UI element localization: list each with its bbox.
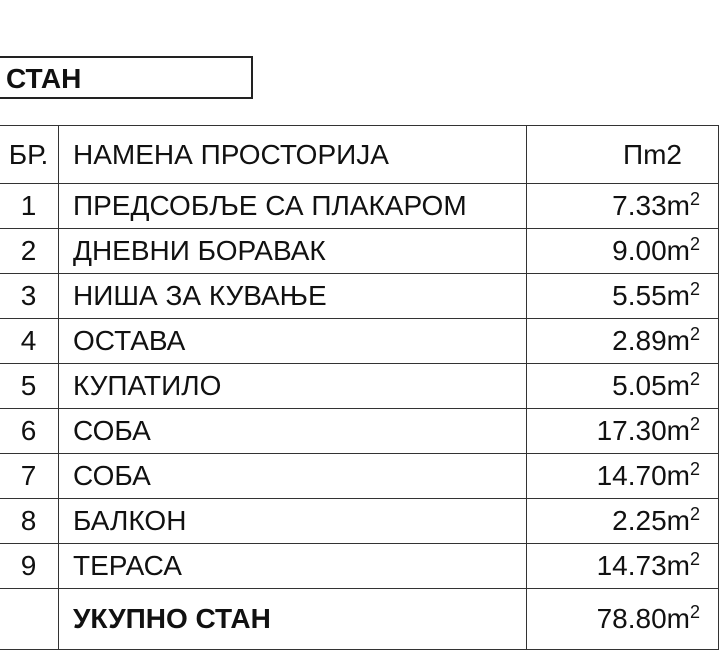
room-area [527, 409, 719, 454]
room-name: ОСТАВА [59, 319, 527, 364]
row-number: 8 [0, 499, 59, 544]
row-number: 2 [0, 229, 59, 274]
room-area-unit-sup: 2 [689, 369, 700, 389]
room-area-value: 14.73 [596, 550, 667, 581]
room-area-unit-sup: 2 [689, 549, 700, 569]
room-name: ТЕРАСА [59, 544, 527, 589]
row-number: 5 [0, 364, 59, 409]
room-area-value: 17.30 [596, 415, 667, 446]
room-name: БАЛКОН [59, 499, 527, 544]
room-name: КУПАТИЛО [59, 364, 527, 409]
total-area [527, 589, 719, 650]
room-name: ДНЕВНИ БОРАВАК [59, 229, 527, 274]
room-area-unit-sup: 2 [689, 459, 700, 479]
room-area-unit: m [666, 325, 690, 356]
room-area [527, 544, 719, 589]
room-area [527, 499, 719, 544]
table-header-row [0, 126, 719, 184]
room-area-unit: m [666, 415, 690, 446]
room-area-value: 5.55 [612, 280, 667, 311]
room-name: НИША ЗА КУВАЊЕ [59, 274, 527, 319]
room-area [527, 454, 719, 499]
room-area-unit: m [666, 370, 690, 401]
room-area-unit: m [666, 460, 690, 491]
row-number: 7 [0, 454, 59, 499]
room-area-value: 14.70 [596, 460, 667, 491]
total-area-unit-sup: 2 [689, 602, 700, 622]
room-area-unit: m [666, 505, 690, 536]
room-area-value: 2.89 [612, 325, 667, 356]
room-name: СОБА [59, 409, 527, 454]
room-area-value: 2.25 [612, 505, 667, 536]
room-area-unit: m [666, 235, 690, 266]
room-area [527, 274, 719, 319]
room-area [527, 229, 719, 274]
table-row [0, 499, 719, 544]
row-number: 3 [0, 274, 59, 319]
table-body [0, 184, 719, 589]
room-area [527, 184, 719, 229]
table-row [0, 229, 719, 274]
room-area-unit-sup: 2 [689, 189, 700, 209]
row-number: 6 [0, 409, 59, 454]
table-row [0, 454, 719, 499]
room-area-unit-sup: 2 [689, 279, 700, 299]
table-row [0, 319, 719, 364]
room-area-unit-sup: 2 [689, 414, 700, 434]
rooms-table [0, 125, 719, 650]
room-area-value: 7.33 [612, 190, 667, 221]
header-area: Пm2 [527, 126, 719, 184]
table-row [0, 184, 719, 229]
total-row [0, 589, 719, 650]
header-room-purpose: НАМЕНА ПРОСТОРИЈА [59, 126, 527, 184]
room-area-unit-sup: 2 [689, 324, 700, 344]
table-row [0, 274, 719, 319]
room-area-unit-sup: 2 [689, 234, 700, 254]
table-row [0, 364, 719, 409]
room-area-unit: m [666, 550, 690, 581]
total-area-value: 78.80 [596, 603, 667, 634]
room-name: ПРЕДСОБЉЕ СА ПЛАКАРОМ [59, 184, 527, 229]
room-area [527, 364, 719, 409]
room-name: СОБА [59, 454, 527, 499]
total-area-unit: m [666, 603, 690, 634]
room-area [527, 319, 719, 364]
room-area-value: 9.00 [612, 235, 667, 266]
table-row [0, 409, 719, 454]
row-number: 4 [0, 319, 59, 364]
row-number: 9 [0, 544, 59, 589]
total-number-cell [0, 589, 59, 650]
room-area-unit: m [666, 190, 690, 221]
row-number: 1 [0, 184, 59, 229]
table-row [0, 544, 719, 589]
room-area-unit-sup: 2 [689, 504, 700, 524]
total-label: УКУПНО СТАН [59, 589, 527, 650]
header-number: БР. [0, 126, 59, 184]
room-area-value: 5.05 [612, 370, 667, 401]
document-title: СТАН [0, 56, 253, 99]
room-area-unit: m [666, 280, 690, 311]
